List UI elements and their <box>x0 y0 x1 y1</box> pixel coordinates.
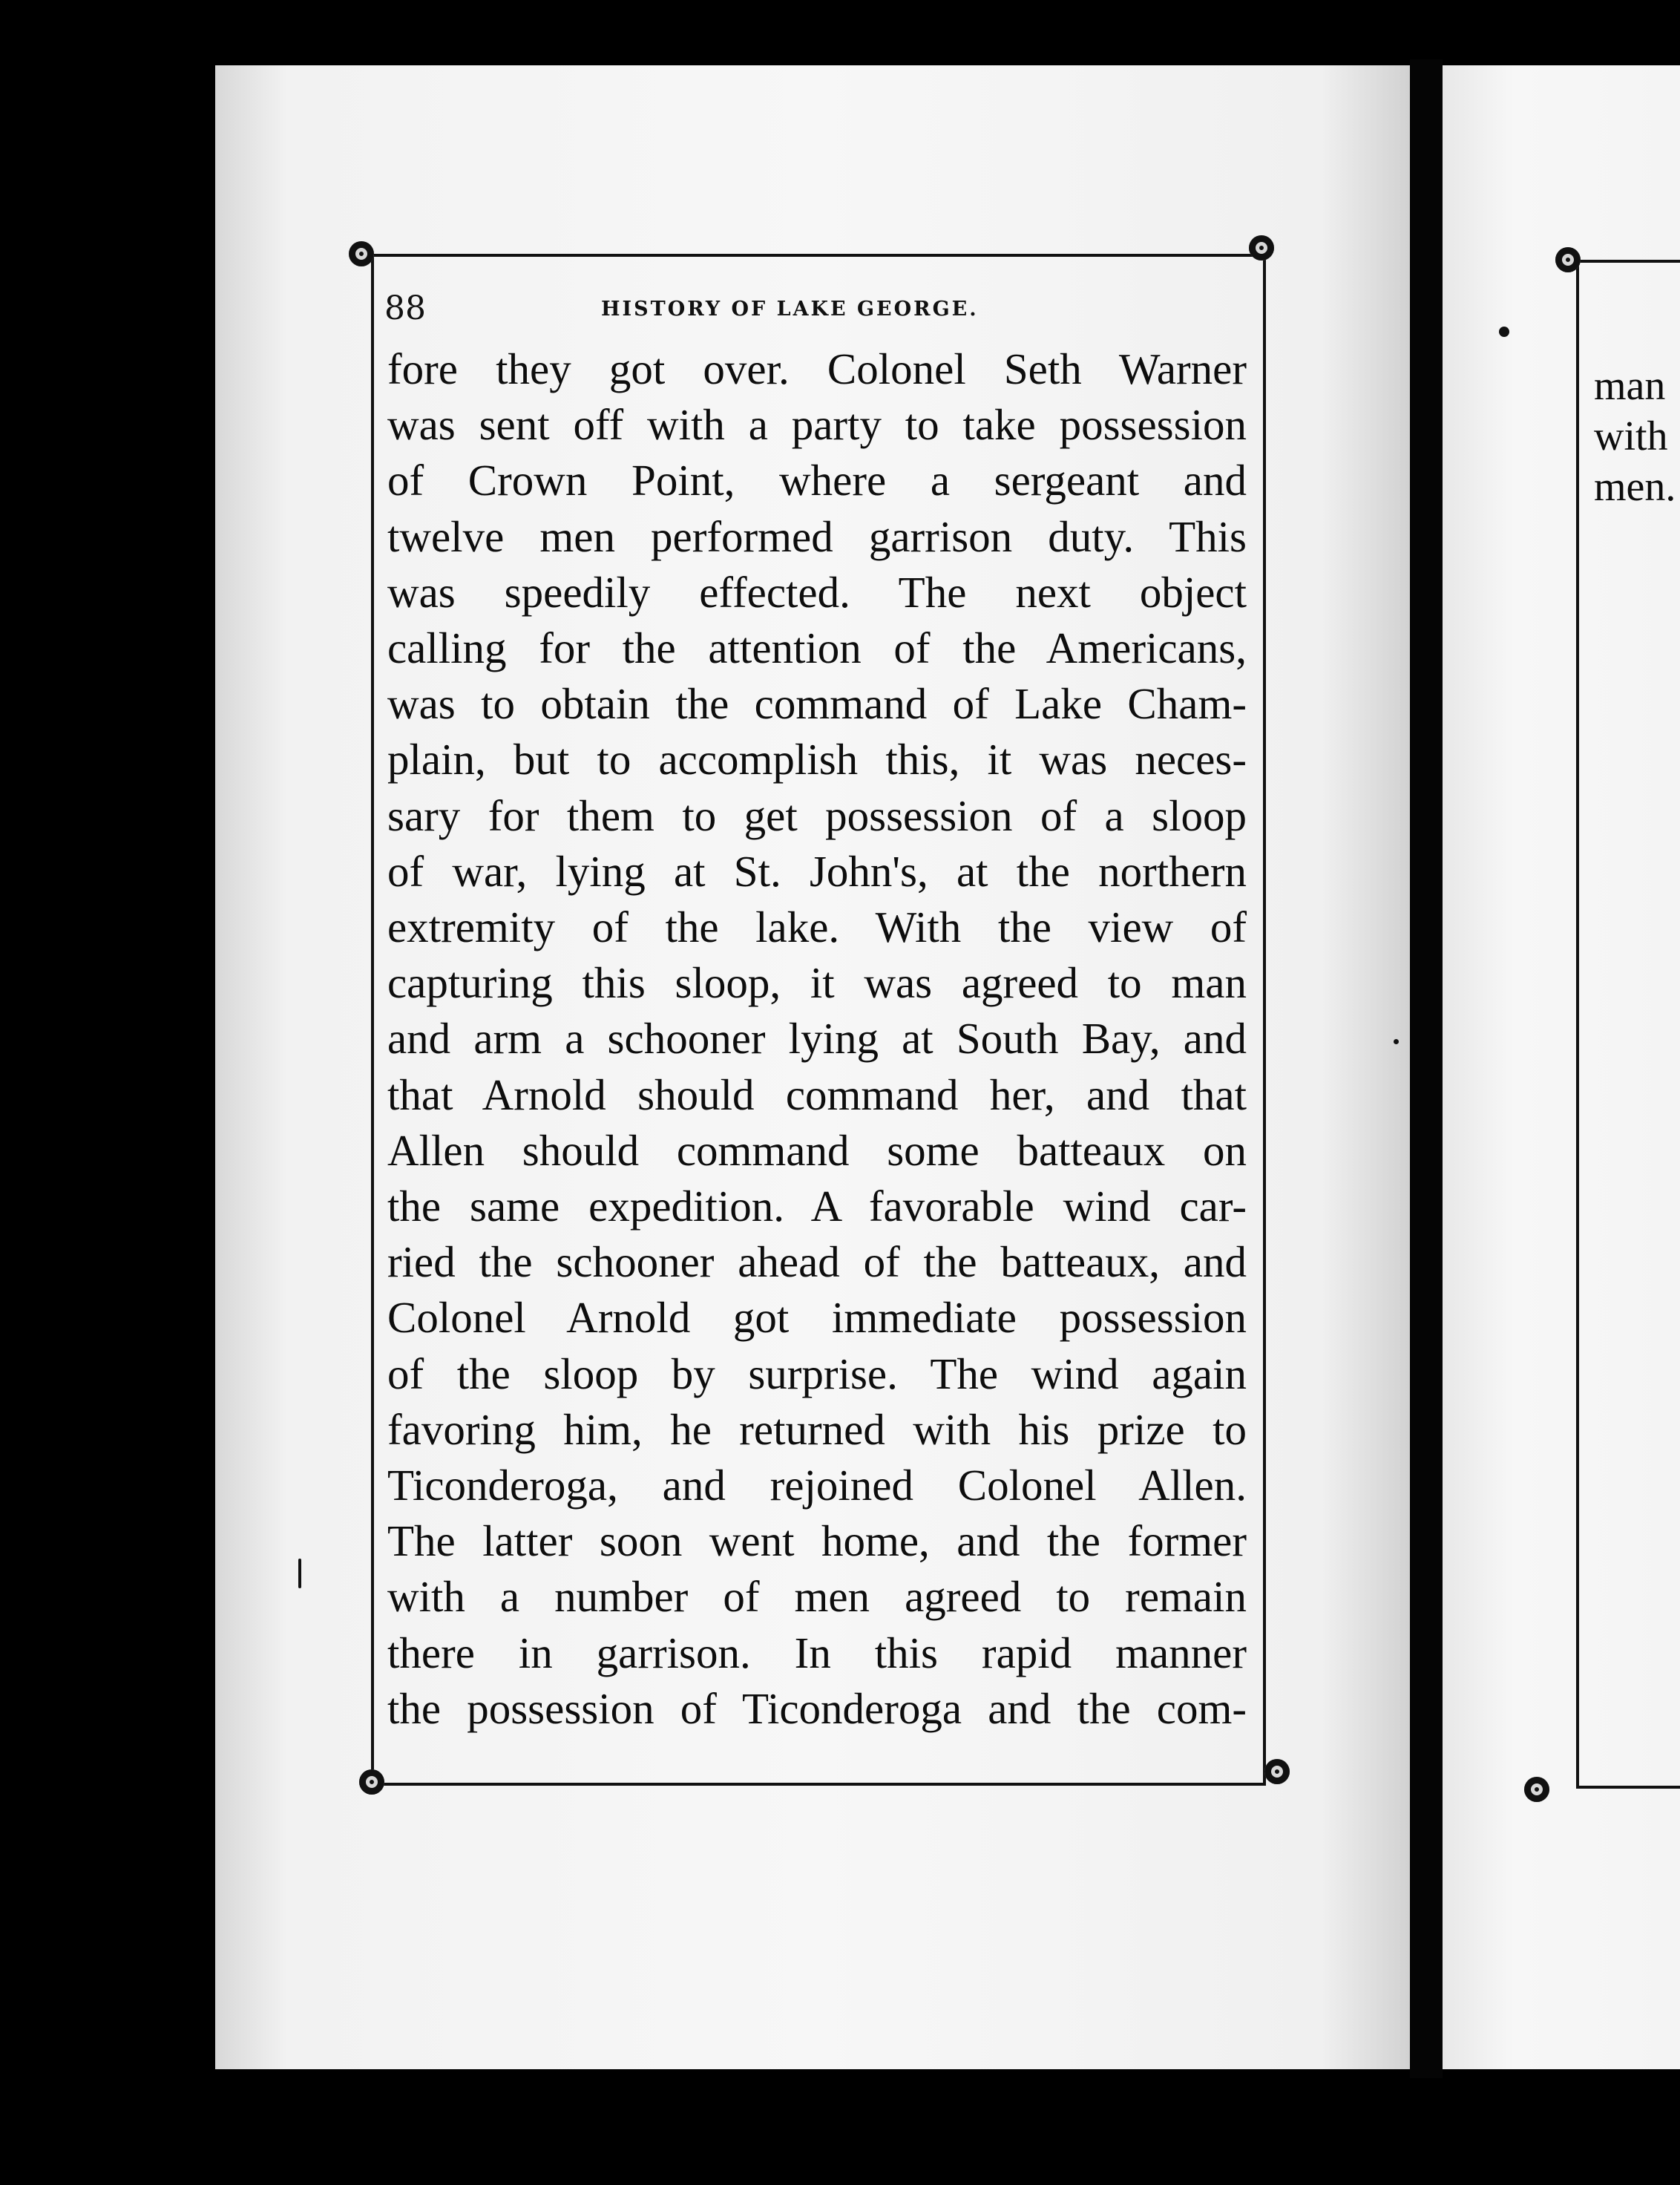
text-line: of war, lying at St. John's, at the northern <box>387 846 1247 896</box>
text-line: capturing this sloop, it was agreed to man <box>387 958 1247 1008</box>
text-line: was to obtain the command of Lake Cham- <box>387 679 1247 729</box>
text-line: the possession of Ticonderoga and the com- <box>387 1683 1247 1733</box>
dust-speck <box>298 1559 301 1588</box>
text-line: was speedily effected. The next object <box>387 567 1247 617</box>
corner-rivet-icon <box>359 1769 384 1795</box>
page-header <box>384 286 1253 331</box>
corner-rivet-icon <box>1249 235 1274 261</box>
running-head: HISTORY OF LAKE GEORGE. <box>601 298 979 321</box>
body-text <box>387 341 1247 1737</box>
text-line: calling for the attention of the Americans, <box>387 623 1247 673</box>
text-line: and arm a schooner lying at South Bay, and <box>387 1014 1247 1064</box>
book-gutter <box>1410 59 1443 2078</box>
text-line: ried the schooner ahead of the batteaux, and <box>387 1237 1247 1287</box>
text-line: twelve men performed garrison duty. This <box>387 511 1247 561</box>
text-line: plain, but to accomplish this, it was neces- <box>387 735 1247 784</box>
text-line: the same expedition. A favorable wind car- <box>387 1182 1247 1231</box>
corner-rivet-icon <box>1264 1759 1290 1784</box>
dust-speck <box>1499 327 1509 337</box>
text-line: fore they got over. Colonel Seth Warner <box>387 344 1247 393</box>
text-line: of Crown Point, where a sergeant and <box>387 456 1247 505</box>
text-line: favoring him, he returned with his prize to <box>387 1404 1247 1454</box>
text-line: with a number of men agreed to remain <box>387 1572 1247 1622</box>
text-line: extremity of the lake. With the view of <box>387 902 1247 952</box>
text-line: with <box>1594 413 1668 459</box>
right-page-text <box>1594 361 1676 512</box>
text-line: The latter soon went home, and the former <box>387 1516 1247 1566</box>
text-line: Colonel Arnold got immediate possession <box>387 1293 1247 1343</box>
page-number: 88 <box>384 289 426 327</box>
corner-rivet-icon <box>1555 247 1581 272</box>
text-line: Ticonderoga, and rejoined Colonel Allen. <box>387 1461 1247 1510</box>
dust-speck <box>1394 1039 1399 1044</box>
text-line: men. <box>1594 464 1676 510</box>
text-line: man <box>1594 363 1666 409</box>
text-line: Allen should command some batteaux on <box>387 1125 1247 1175</box>
text-line: that Arnold should command her, and that <box>387 1069 1247 1119</box>
text-line: there in garrison. In this rapid manner <box>387 1628 1247 1677</box>
corner-rivet-icon <box>1524 1777 1549 1802</box>
text-line: sary for them to get possession of a sloop <box>387 790 1247 840</box>
text-line: of the sloop by surprise. The wind again <box>387 1349 1247 1398</box>
corner-rivet-icon <box>349 241 374 266</box>
text-line: was sent off with a party to take possession <box>387 400 1247 450</box>
